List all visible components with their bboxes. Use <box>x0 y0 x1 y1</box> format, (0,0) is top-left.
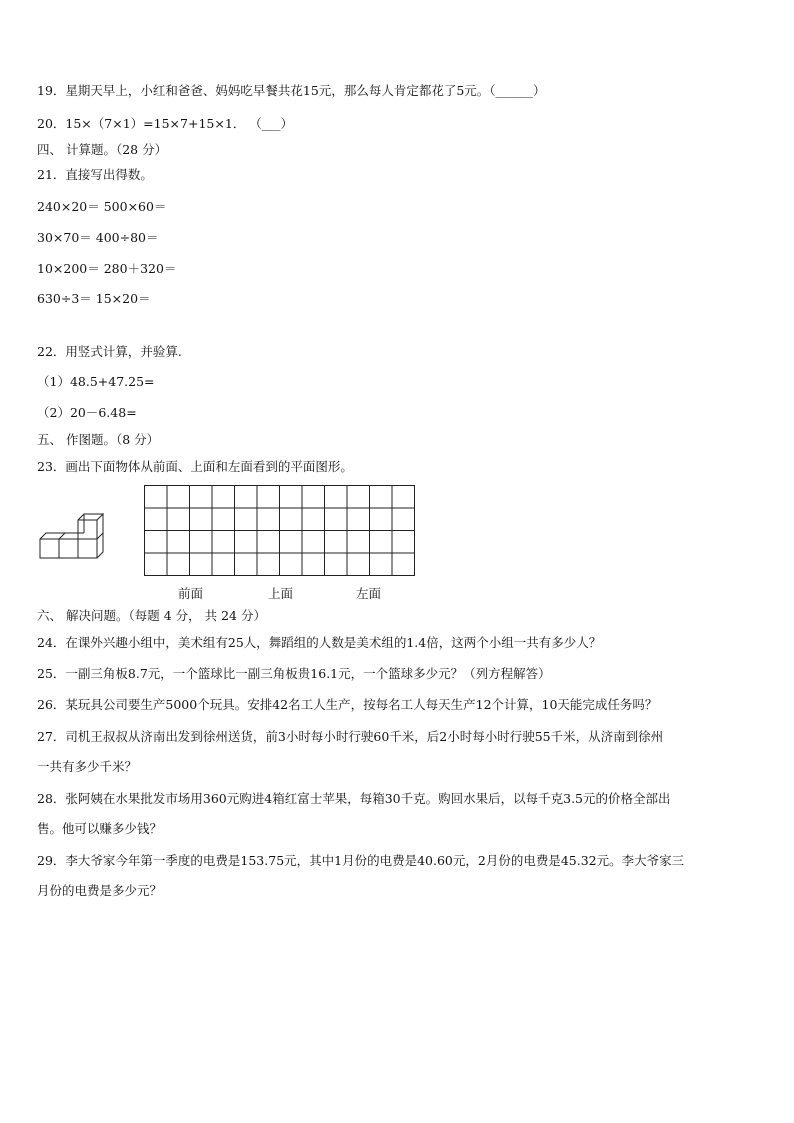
view-label-left: 左面 <box>356 586 382 601</box>
question-20: 20．15×（7×1）=15×7+15×1． （___） <box>37 116 294 131</box>
section-5-heading: 五、 作图题。（8 分） <box>37 432 160 447</box>
question-27-line-2: 一共有多少千米？ <box>37 759 138 774</box>
cube-stack-figure <box>38 512 104 560</box>
section-4-heading: 四、 计算题。（28 分） <box>37 142 168 157</box>
calc-row-3: 10×200＝ 280＋320＝ <box>37 261 177 276</box>
question-24: 24．在课外兴趣小组中，美术组有25人，舞蹈组的人数是美术组的1.4倍，这两个小组一共有多少人？ <box>37 635 602 650</box>
question-19: 19．星期天早上，小红和爸爸、妈妈吃早餐共花15元，那么每人肯定都花了5元。（______） <box>37 83 546 98</box>
question-26: 26．某玩具公司要生产5000个玩具。安排42名工人生产，按每名工人每天生产12个计算，10天能完成任务吗？ <box>37 697 658 712</box>
section-6-heading: 六、 解决问题。（每题 4 分， 共 24 分） <box>37 608 266 623</box>
calc-row-4: 630÷3＝ 15×20＝ <box>37 291 151 306</box>
question-22: 22．用竖式计算，并验算. <box>37 344 182 359</box>
question-23: 23．画出下面物体从前面、上面和左面看到的平面图形。 <box>37 459 353 474</box>
view-label-front: 前面 <box>178 586 204 601</box>
question-22-part-1: （1）48.5+47.25= <box>37 374 155 389</box>
question-21: 21．直接写出得数。 <box>37 167 153 182</box>
question-29-line-1: 29．李大爷家今年第一季度的电费是153.75元，其中1月份的电费是40.60元，2月份的电费是45.32元。李大爷家三 <box>37 853 685 868</box>
question-25: 25．一副三角板8.7元，一个篮球比一副三角板贵16.1元，一个篮球多少元？（列方程解答） <box>37 666 551 681</box>
question-28-line-2: 售。他可以赚多少钱？ <box>37 821 163 836</box>
calc-row-1: 240×20＝ 500×60＝ <box>37 199 167 214</box>
view-label-top: 上面 <box>268 586 294 601</box>
question-28-line-1: 28．张阿姨在水果批发市场用360元购进4箱红富士苹果，每箱30千克。购回水果后，以每千克3.5元的价格全部出 <box>37 791 671 806</box>
drawing-grid[interactable] <box>144 485 416 577</box>
question-29-line-2: 月份的电费是多少元？ <box>37 883 163 898</box>
calc-row-2: 30×70＝ 400÷80＝ <box>37 230 159 245</box>
question-27-line-1: 27．司机王叔叔从济南出发到徐州送货，前3小时每小时行驶60千米，后2小时每小时行驶55千米，从济南到徐州 <box>37 729 664 744</box>
question-22-part-2: （2）20－6.48= <box>37 405 137 420</box>
